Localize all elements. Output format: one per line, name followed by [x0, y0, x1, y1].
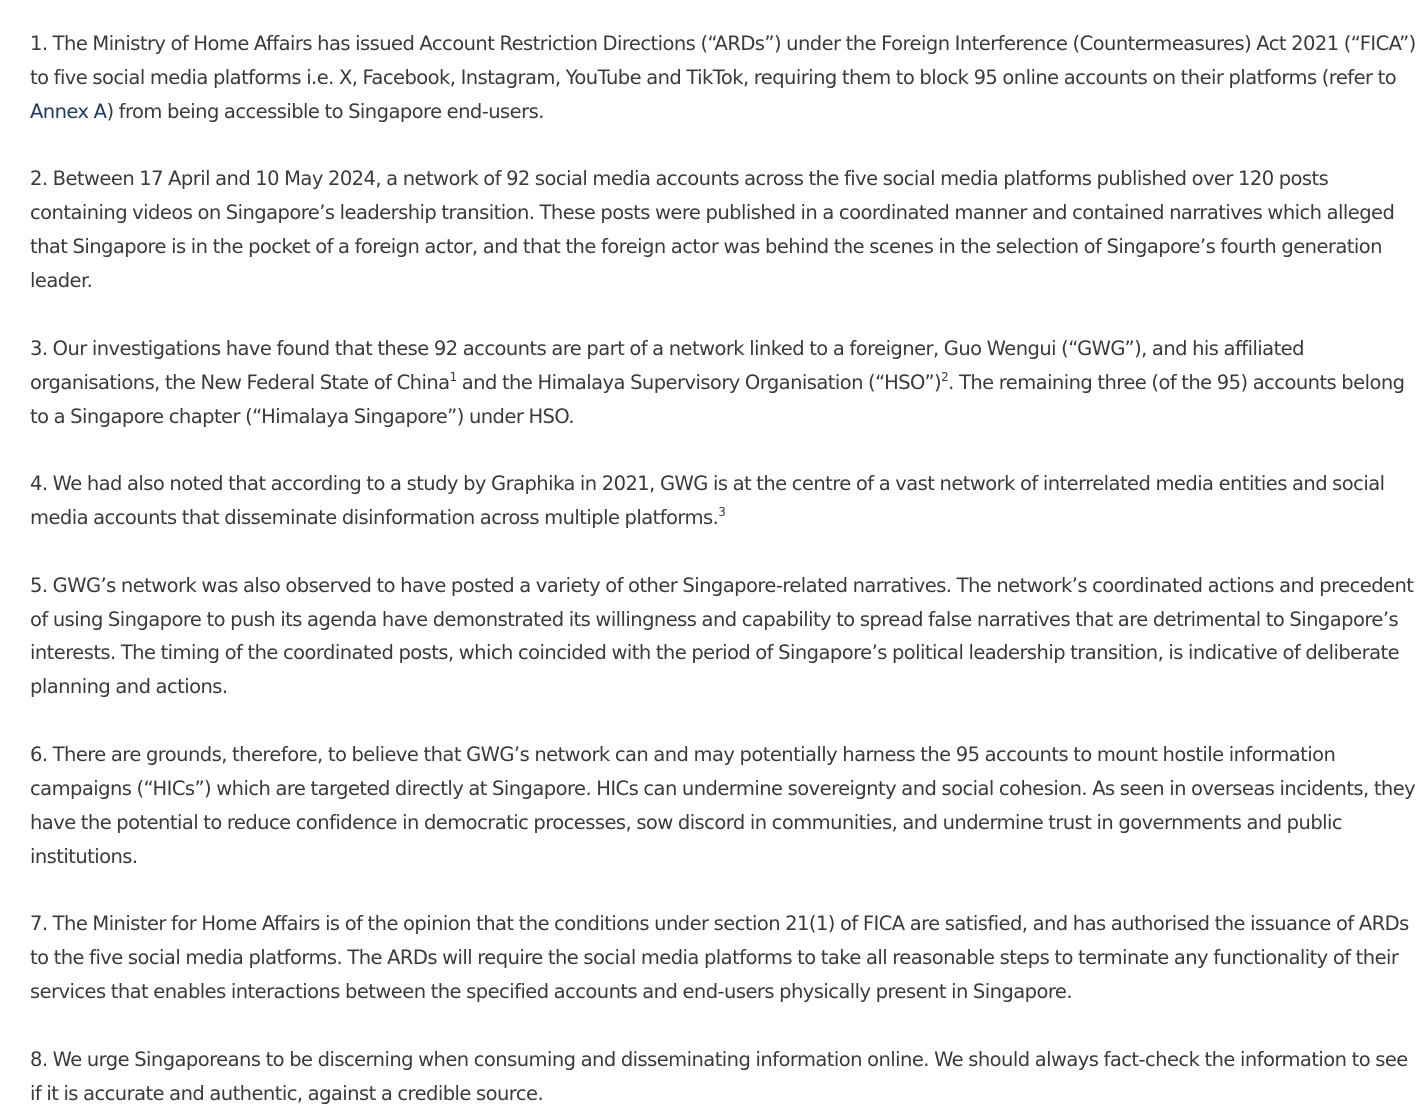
paragraph-1-text-before: 1. The Ministry of Home Affairs has issued Account Restriction Directions (“ARDs”) under the Foreign Interference (Countermeasures) Act 2021 (“FICA”) to five social media platforms i.e. X, Facebook, Instagram, YouTube and TikTok, requiring them to block 95 online accounts on their platforms (refer to [30, 32, 1416, 89]
paragraph-3-text-2: and the Himalaya Supervisory Organisation (“HSO”) [456, 370, 942, 394]
paragraph-4 [30, 467, 1422, 535]
paragraph-2: 2. Between 17 April and 10 May 2024, a network of 92 social media accounts across the five social media platforms published over 120 posts containing videos on Singapore’s leadership transition. These posts were published in a coordinated manner and contained narratives which alleged that Singapore is in the pocket of a foreign actor, and that the foreign actor was behind the scenes in the selection of Singapore’s fourth generation leader. [30, 167, 1395, 293]
paragraph-8: 8. We urge Singaporeans to be discerning when consuming and disseminating information online. We should always fact-check the information to see if it is accurate and authentic, against a credible source. [30, 1047, 1408, 1105]
paragraph-1 [30, 27, 1422, 129]
paragraph-7: 7. The Minister for Home Affairs is of the opinion that the conditions under section 21(1) of FICA are satisfied, and has authorised the issuance of ARDs to the five social media platforms. The ARDs will require the social media platforms to take all reasonable steps to terminate any functionality of their services that enables interactions between the specified accounts and end-users physically present in Singapore. [30, 912, 1409, 1004]
annex-a-link[interactable]: Annex A [30, 99, 107, 123]
paragraph-6: 6. There are grounds, therefore, to believe that GWG’s network can and may potentially harness the 95 accounts to mount hostile information campaigns (“HICs”) which are targeted directly at Singapore. HICs can undermine sovereignty and social cohesion. As seen in overseas incidents, they have the potential to reduce confidence in democratic processes, sow discord in communities, and undermine trust in governments and public institutions. [30, 742, 1416, 868]
paragraph-1-text-after: ) from being accessible to Singapore end-users. [106, 99, 544, 123]
press-release-body [30, 27, 1422, 1110]
paragraph-3-text-1: 3. Our investigations have found that these 92 accounts are part of a network linked to a foreigner, Guo Wengui (“GWG”), and his affiliated organisations, the New Federal State of China [30, 336, 1304, 394]
paragraph-4-text: 4. We had also noted that according to a study by Graphika in 2021, GWG is at the centre of a vast network of interrelated media entities and social media accounts that disseminate disinformation across multiple platforms. [30, 472, 1385, 530]
footnote-ref-1[interactable]: 1 [449, 369, 457, 384]
paragraph-3-text-3: . The remaining three (of the 95) accounts belong to a Singapore chapter (“Himalaya Singapore”) under HSO. [30, 370, 1405, 428]
paragraph-5: 5. GWG’s network was also observed to have posted a variety of other Singapore-related narratives. The network’s coordinated actions and precedent of using Singapore to push its agenda have demonstrated its willingness and capability to spread false narratives that are detrimental to Singapore’s interests. The timing of the coordinated posts, which coincided with the period of Singapore’s political leadership transition, is indicative of deliberate planning and actions. [30, 573, 1414, 699]
paragraph-3 [30, 332, 1422, 434]
footnote-ref-3[interactable]: 3 [718, 505, 726, 520]
footnote-ref-2[interactable]: 2 [941, 369, 949, 384]
